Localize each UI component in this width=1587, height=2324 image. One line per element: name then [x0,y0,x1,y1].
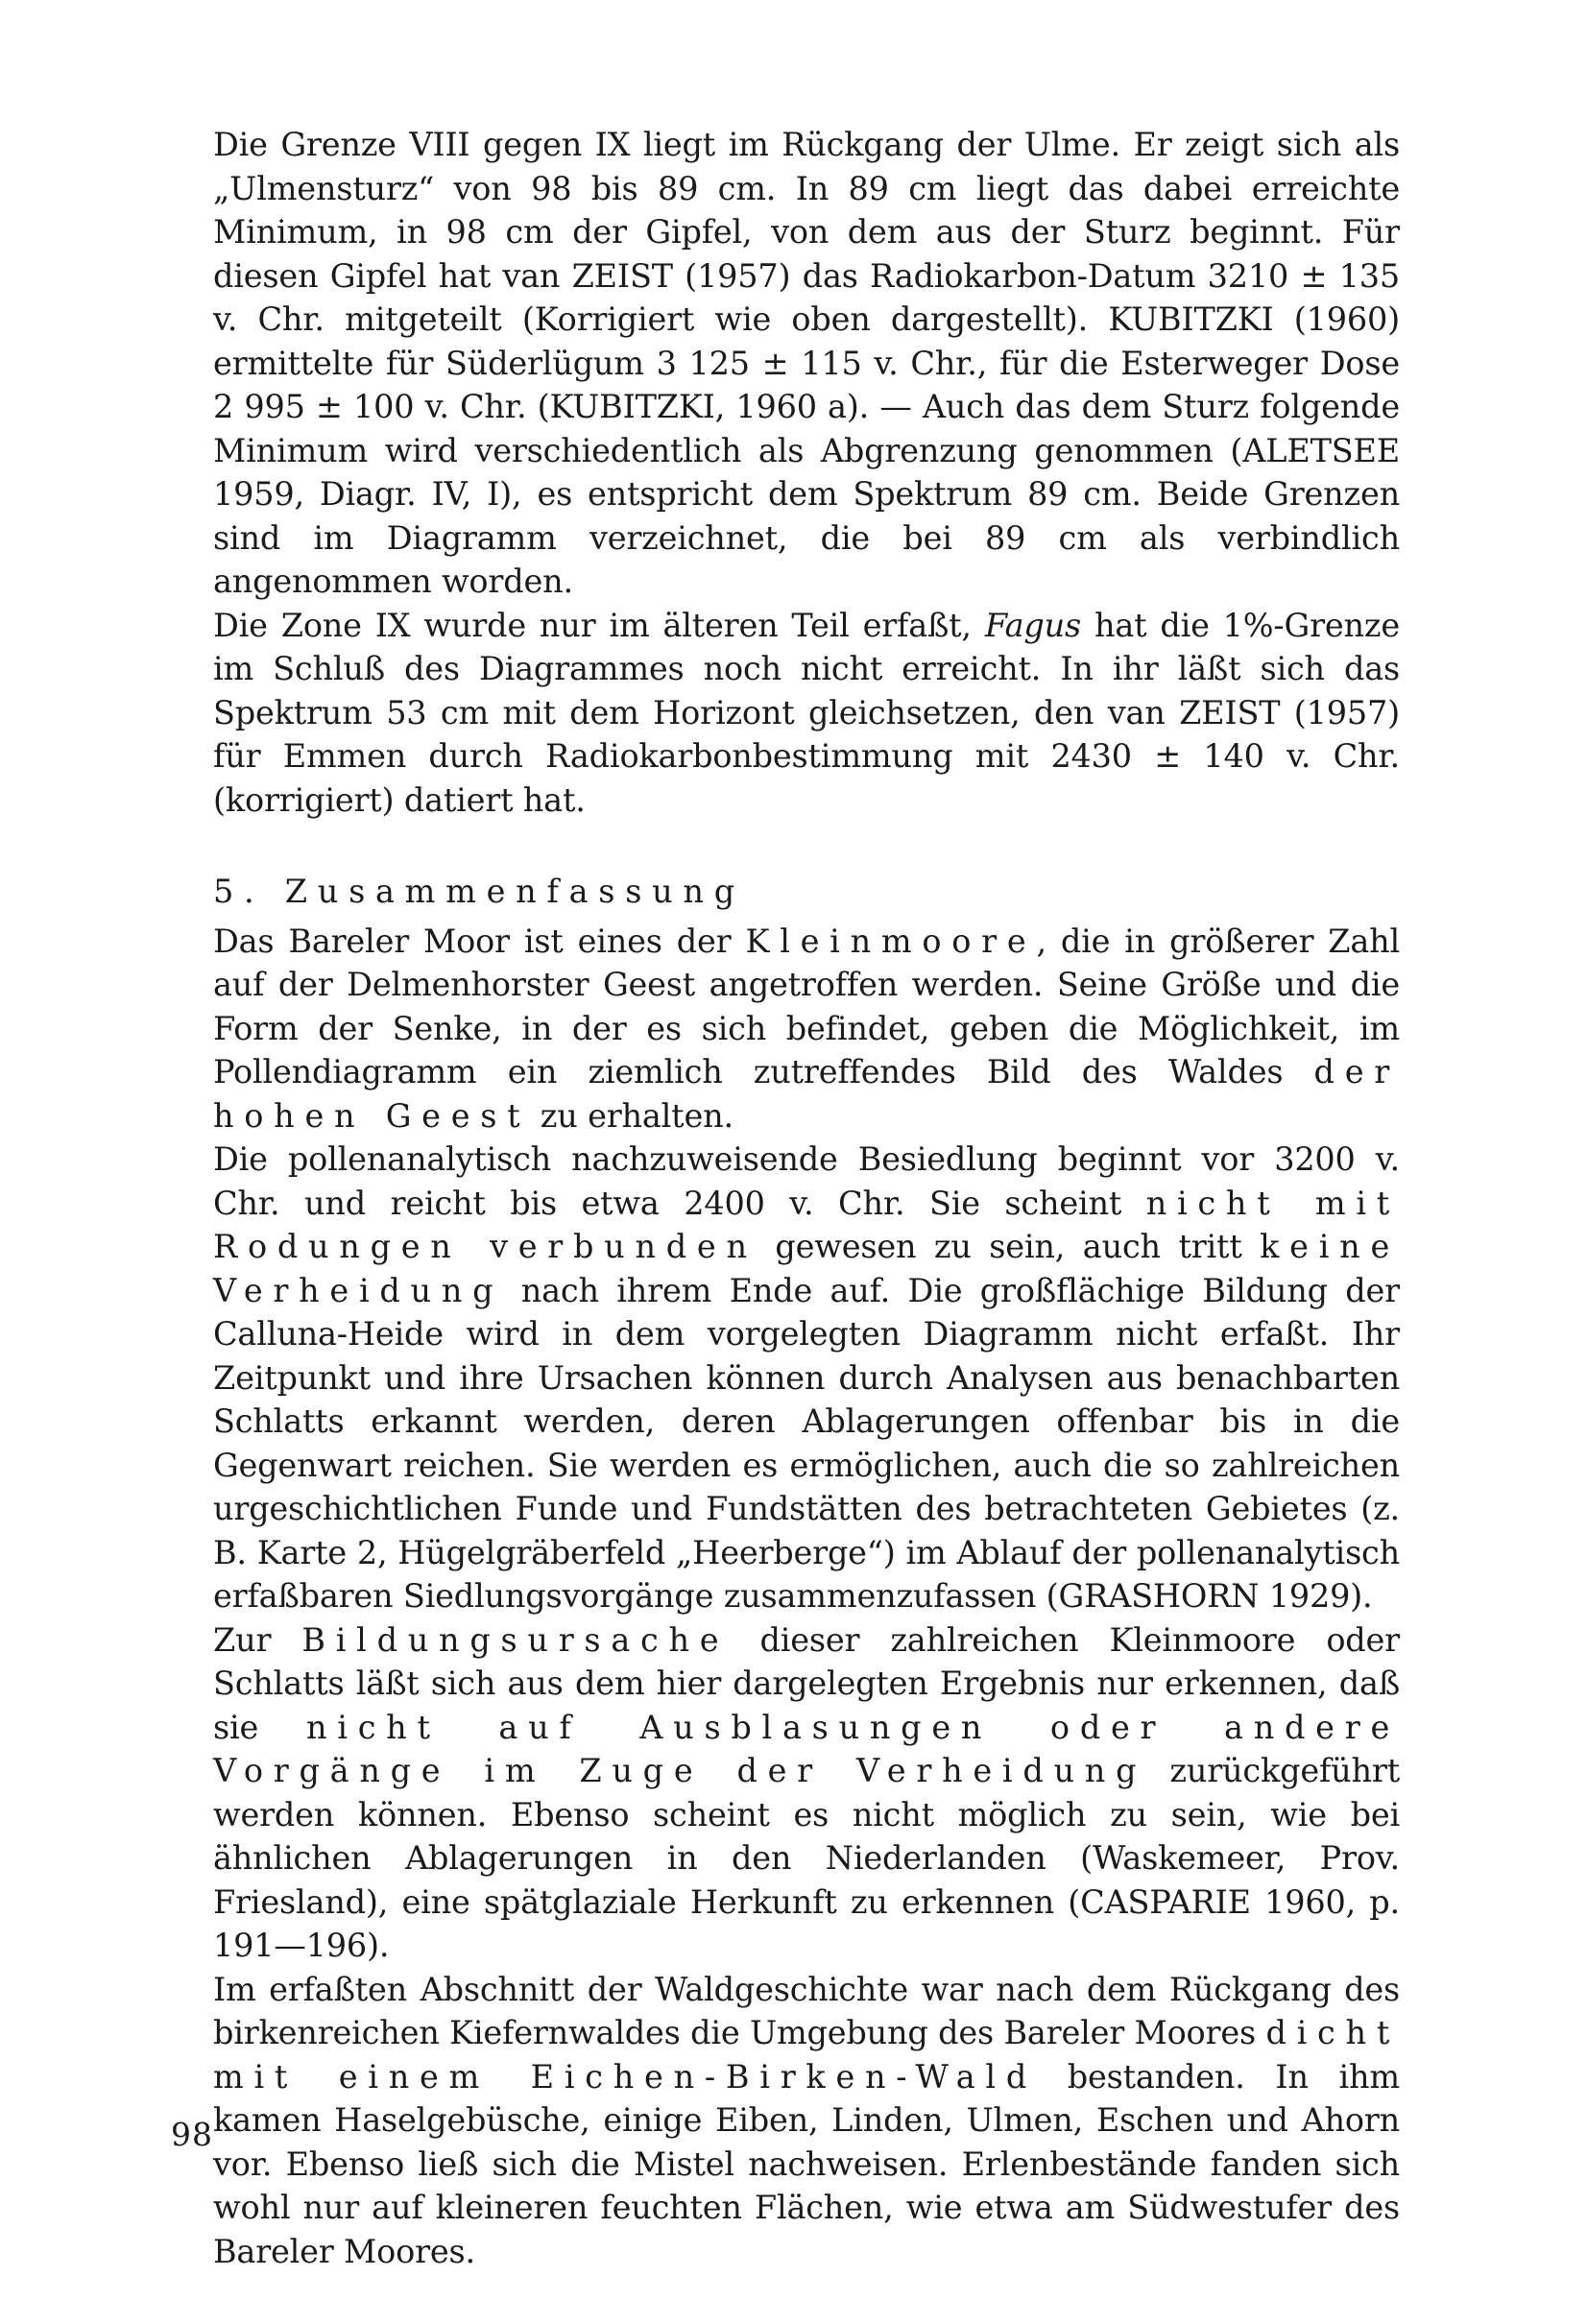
text-run: Die Grenze VIII gegen IX liegt im Rückgang der Ulme. Er zeigt sich als „Ulmensturz“ von 98 bis 89 cm. In 89 cm liegt das dabei erreichte Minimum, in 98 cm der Gipfel, von dem aus der Sturz beginnt. Für diesen Gipfel hat van ZEIST (1957) das Radiokarbon-Datum 3210 ± 135 v. Chr. mitgeteilt (Korrigiert wie oben dargestellt). KUBITZKI (1960) ermittelte für Süderlügum 3 125 ± 115 v. Chr., für die Esterweger Dose 2 995 ± 100 v. Chr. (KUBITZKI, 1960 a). — Auch das dem Sturz folgende Minimum wird verschiedentlich als Abgrenzung genommen (ALETSEE 1959, Diagr. IV, I), es entspricht dem Spektrum 89 cm. Beide Grenzen sind im Diagramm verzeichnet, die bei 89 cm als verbindlich angenommen worden. [213,126,1400,600]
page-number: 98 [171,2116,213,2153]
emphasis-spaced: keine Verheidung [213,1228,1400,1309]
emphasis-spaced: nicht mit Rodungen verbunden [213,1184,1400,1265]
intro-section [213,123,1400,822]
emphasis-spaced: Kleinmoore [745,922,1037,960]
text-run: , die in größerer Zahl auf der Delmenhorster Geest angetroffen werden. Seine Größe und die Form der Senke, in der es sich befindet, geben die Möglichkeit, im Pollendiagramm ein ziemlich zutreffendes Bild des Waldes [213,922,1400,1090]
body-text [213,123,1400,2273]
text-run: Zur [213,1620,302,1659]
paragraph [213,123,1400,604]
text-run: gewesen zu sein, auch tritt [757,1228,1261,1265]
text-run: dieser zahlreichen Kleinmoore oder Schlatts läßt sich aus dem hier dargelegten Ergebnis nur erkennen, daß sie [213,1620,1400,1746]
text-run: zurückgeführt werden können. Ebenso scheint es nicht möglich zu sein, wie bei ähnlichen Ablagerungen in den Niederlanden (Waskemeer, Prov. Friesland), eine spätglaziale Herkunft zu erkennen (CASPARIE 1960, p. 191—196). [213,1752,1400,1964]
text-run: zu erhalten. [530,1096,733,1135]
paragraph [213,920,1400,1138]
emphasis-spaced: Bildungsursache [301,1620,730,1659]
emphasis-spaced: der hohen Geest [213,1053,1400,1135]
text-run: Die pollenanalytisch nachzuweisende Besiedlung beginnt vor 3200 v. Chr. und reicht bis etwa 2400 v. Chr. Sie scheint [213,1140,1400,1222]
text-run: Im erfaßten Abschnitt der Waldgeschichte war nach dem Rückgang des birkenreichen Kiefernwaldes die Umgebung des Bareler Moores [213,1970,1400,2051]
text-run: nach ihrem Ende auf. Die großflächige Bildung der Calluna-Heide wird in dem vorgelegten Diagramm nicht erfaßt. Ihr Zeitpunkt und ihre Ursachen können durch Analysen aus benachbarten Schlatts erkannt werden, deren Ablagerungen offenbar bis in die Gegenwart reichen. Sie werden es ermöglichen, auch die so zahlreichen urgeschichtlichen Funde und Fundstätten des betrachteten Gebietes (z. B. Karte 2, Hügelgräberfeld „Heerberge“) im Ablauf der pollenanalytisch erfaßbaren Siedlungsvorgänge zusammenzufassen (GRASHORN 1929). [213,1271,1400,1615]
paragraph [213,604,1400,823]
emphasis-spaced: dicht mit einem Eichen-Birken-Wald [213,2014,1400,2096]
paragraph [213,1138,1400,1618]
emphasis-spaced: nicht auf Ausblasungen oder andere Vorgänge im Zuge der Verheidung [213,1708,1400,1789]
paragraph [213,1618,1400,1968]
paragraph [213,1968,1400,2274]
text-run: Das Bareler Moor ist eines der [213,922,746,960]
text-run: hat die 1%-Grenze im Schluß des Diagrammes noch nicht erreicht. In ihr läßt sich das Spektrum 53 cm mit dem Horizont gleichsetzen, den van ZEIST (1957) für Emmen durch Radiokarbonbestimmung mit 2430 ± 140 v. Chr. (korrigiert) datiert hat. [213,606,1400,819]
text-run: Die Zone IX wurde nur im älteren Teil erfaßt, [213,606,985,644]
summary-section [213,920,1400,2274]
text-run: bestanden. In ihm kamen Haselgebüsche, einige Eiben, Linden, Ulmen, Eschen und Ahorn vor. Ebenso ließ sich die Mistel nachweisen. Erlenbestände fanden sich wohl nur auf kleineren feuchten Flächen, wie etwa am Südwestufer des Bareler Moores. [213,2057,1400,2270]
section-heading: 5. Zusammenfassung [213,873,745,910]
emphasis-italic: Fagus [984,606,1081,644]
